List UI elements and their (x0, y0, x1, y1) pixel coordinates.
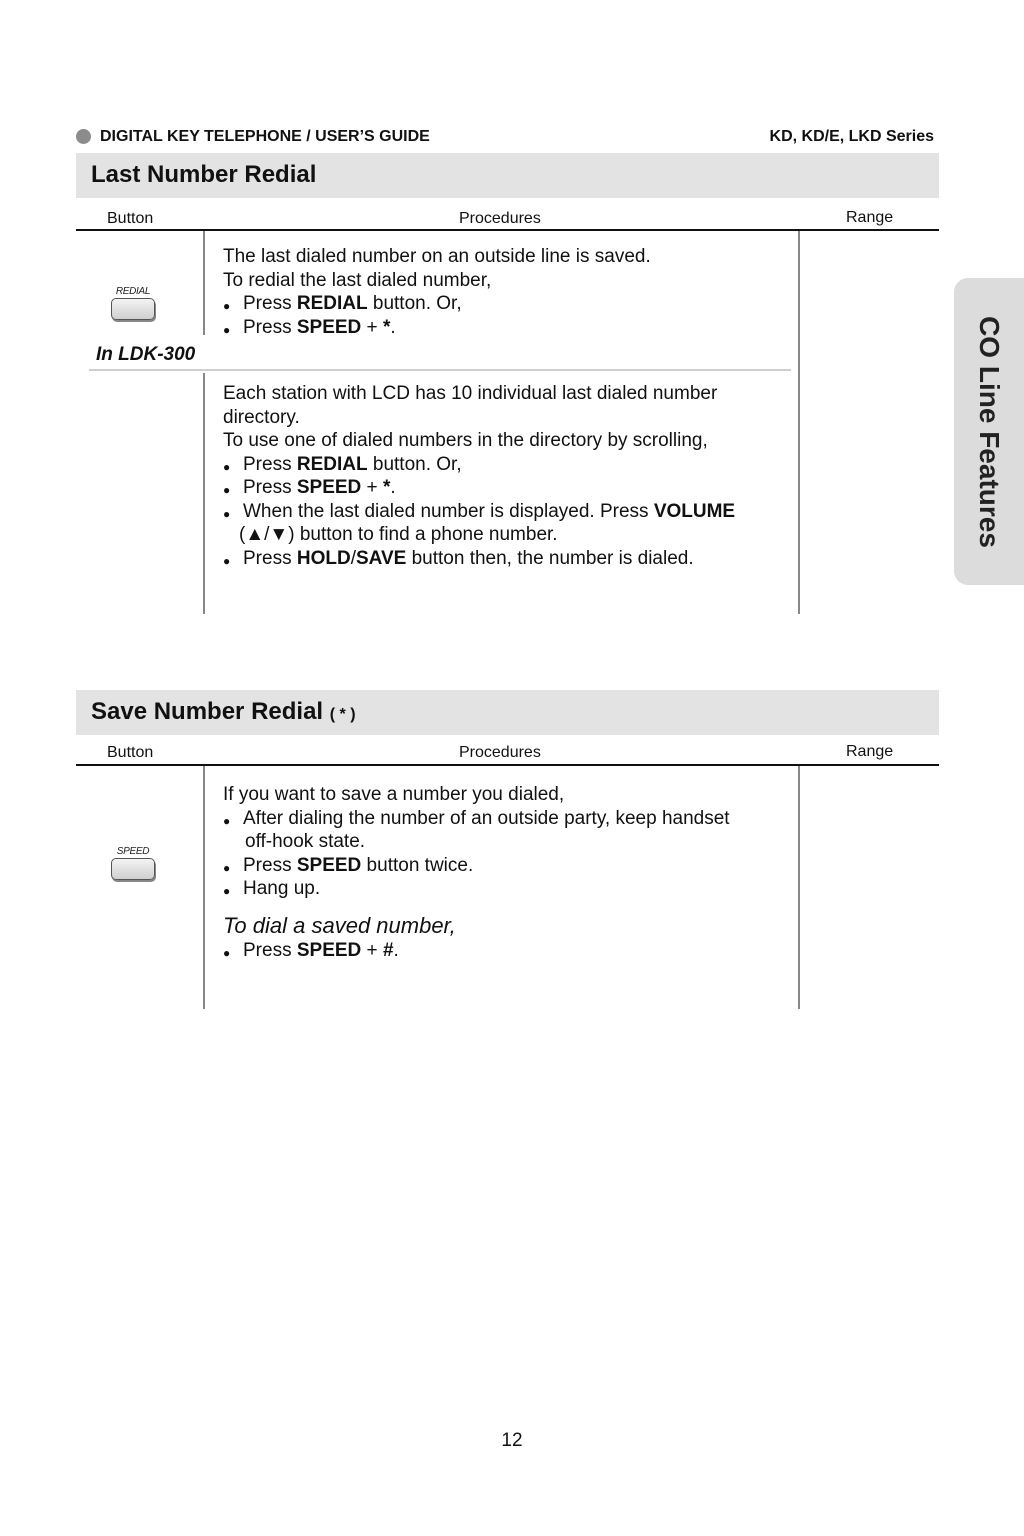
redial-key-label: REDIAL (115, 286, 151, 297)
section-title-bar (76, 153, 939, 198)
procedure-line: To redial the last dialed number, (223, 269, 492, 291)
section-title-suffix: ( * ) (329, 706, 356, 723)
guide-title: DIGITAL KEY TELEPHONE / USER’S GUIDE (100, 128, 430, 145)
redial-key-icon (109, 286, 157, 320)
procedure-step: ● Press REDIAL button. Or, (223, 292, 783, 316)
procedure-step: ● When the last dialed number is displayed. Press VOLUME (223, 500, 783, 524)
side-tab-label: CO Line Features (974, 315, 1005, 548)
table-header-rule (76, 229, 939, 231)
procedure-step: ● Press REDIAL button. Or, (223, 453, 783, 477)
series-label: KD, KD/E, LKD Series (769, 128, 934, 145)
procedure-text (223, 783, 783, 962)
procedure-subheading: To dial a saved number, (223, 912, 456, 938)
speed-key-icon (109, 846, 157, 880)
procedure-step: ● After dialing the number of an outside party, keep handset (223, 807, 783, 831)
column-header-range: Range (846, 743, 894, 760)
procedure-step: ● Press SPEED + *. (223, 316, 783, 340)
column-header-procedures: Procedures (459, 744, 541, 761)
procedure-line: If you want to save a number you dialed, (223, 784, 565, 805)
section-title: Save Number Redial ( * ) (91, 698, 356, 725)
column-divider (798, 231, 800, 614)
procedure-line: To use one of dialed numbers in the directory by scrolling, (223, 430, 708, 451)
column-header-button: Button (107, 210, 154, 227)
column-header-procedures: Procedures (459, 210, 541, 227)
procedure-step-continued: (▲/▼) button to find a phone number. (239, 524, 558, 545)
procedure-step: ● Press HOLD/SAVE button then, the number is dialed. (223, 547, 783, 571)
procedure-step: ● Press SPEED + #. (223, 939, 783, 963)
page-number: 12 (501, 1430, 523, 1451)
subsection-divider (89, 369, 791, 371)
column-divider (203, 766, 205, 1009)
column-divider (798, 766, 800, 1009)
column-divider (203, 231, 205, 335)
procedure-step: ● Press SPEED button twice. (223, 854, 783, 878)
procedure-step: ● Press SPEED + *. (223, 476, 783, 500)
speed-key-label: SPEED (116, 846, 150, 857)
header-bullet-icon (76, 129, 91, 144)
column-divider (203, 373, 205, 614)
section-title-bar (76, 690, 939, 735)
procedure-line: The last dialed number on an outside line is saved. (223, 246, 651, 267)
section-title: Last Number Redial (91, 161, 317, 188)
procedure-line: Each station with LCD has 10 individual last dialed number (223, 383, 718, 404)
side-tab (954, 278, 1024, 585)
column-header-button: Button (107, 744, 154, 761)
procedure-line: directory. (223, 406, 300, 428)
procedure-text (223, 382, 783, 570)
procedure-text (223, 245, 783, 339)
procedure-step-continued: off-hook state. (245, 831, 366, 852)
procedure-step: ● Hang up. (223, 877, 783, 901)
table-header-rule (76, 764, 939, 766)
ldk-300-label: In LDK-300 (96, 344, 196, 365)
column-header-range: Range (846, 209, 894, 226)
